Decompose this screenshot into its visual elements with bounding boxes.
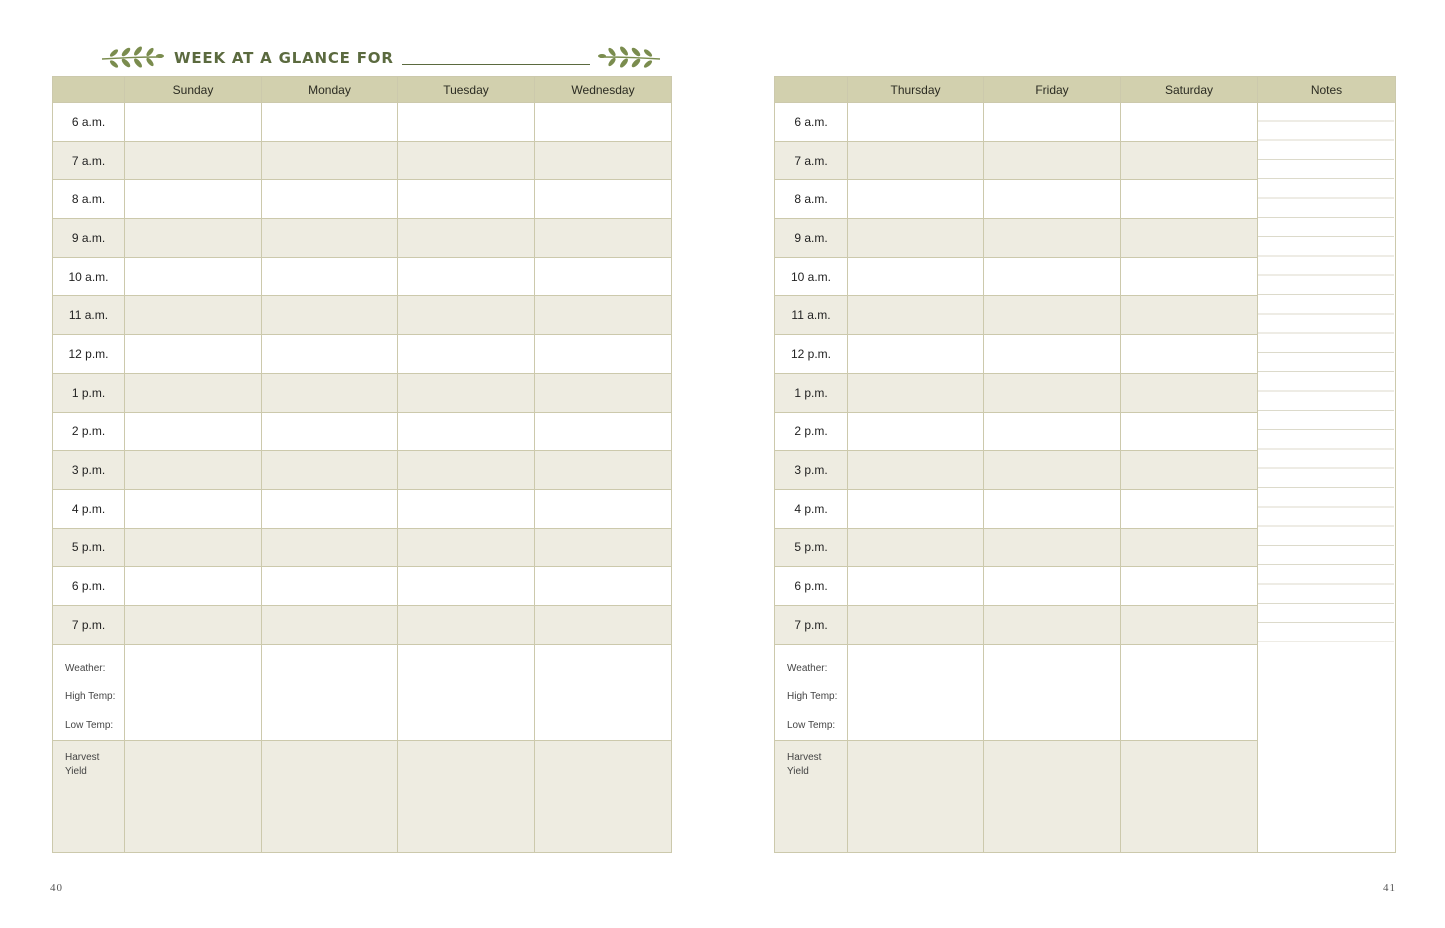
schedule-cell[interactable]: [125, 489, 262, 528]
weather-labels: [53, 644, 125, 741]
weather-cell[interactable]: [398, 644, 535, 741]
schedule-cell[interactable]: [262, 219, 398, 258]
time-label: 8 a.m.: [53, 180, 125, 219]
harvest-cell[interactable]: [262, 741, 398, 853]
time-label: 9 a.m.: [53, 219, 125, 258]
schedule-cell[interactable]: [848, 257, 984, 296]
schedule-cell[interactable]: [848, 451, 984, 490]
schedule-cell[interactable]: [535, 103, 672, 142]
time-row: [53, 335, 672, 374]
schedule-cell[interactable]: [398, 605, 535, 644]
schedule-cell[interactable]: [398, 219, 535, 258]
time-label: 12 p.m.: [775, 335, 848, 374]
schedule-cell[interactable]: [398, 103, 535, 142]
time-label: 11 a.m.: [775, 296, 848, 335]
time-row: [53, 373, 672, 412]
notes-lines[interactable]: [1258, 102, 1394, 642]
schedule-cell[interactable]: [1121, 180, 1258, 219]
schedule-cell[interactable]: [262, 528, 398, 567]
schedule-cell[interactable]: [1121, 489, 1258, 528]
schedule-cell[interactable]: [1121, 567, 1258, 606]
schedule-cell[interactable]: [125, 412, 262, 451]
schedule-cell[interactable]: [535, 219, 672, 258]
schedule-cell[interactable]: [984, 373, 1121, 412]
day-header: Sunday: [125, 77, 262, 103]
weather-labels: [775, 644, 848, 741]
schedule-cell[interactable]: [125, 528, 262, 567]
harvest-cell[interactable]: [125, 741, 262, 853]
weather-label: Weather:: [787, 662, 828, 674]
time-label: 5 p.m.: [53, 528, 125, 567]
low-temp-label: Low Temp:: [787, 719, 836, 731]
sprig-left-icon: [100, 45, 164, 71]
time-row: [53, 257, 672, 296]
day-header: Tuesday: [398, 77, 535, 103]
schedule-cell[interactable]: [1121, 257, 1258, 296]
schedule-cell[interactable]: [398, 528, 535, 567]
schedule-cell[interactable]: [984, 103, 1121, 142]
schedule-cell[interactable]: [1121, 335, 1258, 374]
schedule-cell[interactable]: [848, 412, 984, 451]
schedule-cell[interactable]: [984, 257, 1121, 296]
day-header: Friday: [984, 77, 1121, 103]
schedule-cell[interactable]: [125, 141, 262, 180]
schedule-cell[interactable]: [398, 335, 535, 374]
time-label: 10 a.m.: [53, 257, 125, 296]
schedule-cell[interactable]: [398, 257, 535, 296]
schedule-cell[interactable]: [398, 141, 535, 180]
schedule-cell[interactable]: [984, 141, 1121, 180]
low-temp-label: Low Temp:: [65, 719, 114, 731]
harvest-yield-label: [53, 741, 125, 853]
weather-cell[interactable]: [984, 644, 1121, 741]
time-row: [53, 567, 672, 606]
schedule-cell[interactable]: [848, 605, 984, 644]
time-label: 11 a.m.: [53, 296, 125, 335]
schedule-cell[interactable]: [535, 296, 672, 335]
schedule-cell[interactable]: [125, 296, 262, 335]
schedule-cell[interactable]: [1121, 103, 1258, 142]
time-label: 4 p.m.: [53, 489, 125, 528]
schedule-cell[interactable]: [1121, 528, 1258, 567]
time-row: [53, 451, 672, 490]
schedule-cell[interactable]: [984, 219, 1121, 258]
time-label: 1 p.m.: [53, 373, 125, 412]
left-schedule-grid: [52, 76, 672, 853]
harvest-cell[interactable]: [848, 741, 984, 853]
schedule-cell[interactable]: [984, 489, 1121, 528]
harvest-row: [53, 741, 672, 853]
schedule-cell[interactable]: [848, 567, 984, 606]
high-temp-label: High Temp:: [787, 691, 838, 703]
schedule-cell[interactable]: [984, 180, 1121, 219]
weather-row: [53, 644, 672, 741]
schedule-cell[interactable]: [848, 335, 984, 374]
schedule-cell[interactable]: [848, 373, 984, 412]
schedule-cell[interactable]: [1121, 451, 1258, 490]
weather-cell[interactable]: [535, 644, 672, 741]
header-corner: [53, 77, 125, 103]
schedule-cell[interactable]: [984, 335, 1121, 374]
schedule-cell[interactable]: [125, 335, 262, 374]
harvest-cell[interactable]: [984, 741, 1121, 853]
sprig-right-icon: [598, 45, 662, 71]
time-label: 7 a.m.: [775, 141, 848, 180]
time-label: 6 a.m.: [775, 103, 848, 142]
schedule-cell[interactable]: [262, 451, 398, 490]
schedule-cell[interactable]: [984, 451, 1121, 490]
weather-cell[interactable]: [848, 644, 984, 741]
weather-label: Weather:: [65, 662, 106, 674]
schedule-cell[interactable]: [848, 219, 984, 258]
schedule-cell[interactable]: [535, 528, 672, 567]
schedule-cell[interactable]: [262, 257, 398, 296]
schedule-cell[interactable]: [848, 296, 984, 335]
time-label: 5 p.m.: [775, 528, 848, 567]
time-row: [53, 180, 672, 219]
schedule-cell[interactable]: [125, 180, 262, 219]
schedule-cell[interactable]: [262, 180, 398, 219]
harvest-label-line2: Yield: [787, 766, 809, 778]
time-row: [53, 219, 672, 258]
schedule-cell[interactable]: [398, 373, 535, 412]
schedule-cell[interactable]: [262, 412, 398, 451]
harvest-yield-label: [775, 741, 848, 853]
page-number-right: 41: [1383, 882, 1396, 894]
time-label: 6 p.m.: [53, 567, 125, 606]
schedule-cell[interactable]: [125, 451, 262, 490]
schedule-cell[interactable]: [848, 141, 984, 180]
time-label: 12 p.m.: [53, 335, 125, 374]
time-label: 6 p.m.: [775, 567, 848, 606]
schedule-cell[interactable]: [984, 296, 1121, 335]
schedule-cell[interactable]: [262, 567, 398, 606]
schedule-cell[interactable]: [848, 180, 984, 219]
schedule-cell[interactable]: [535, 335, 672, 374]
left-header-row: [53, 77, 672, 103]
time-row: [53, 489, 672, 528]
schedule-cell[interactable]: [398, 567, 535, 606]
time-label: 9 a.m.: [775, 219, 848, 258]
schedule-cell[interactable]: [535, 489, 672, 528]
schedule-cell[interactable]: [535, 567, 672, 606]
schedule-cell[interactable]: [535, 257, 672, 296]
schedule-cell[interactable]: [398, 412, 535, 451]
time-label: 7 a.m.: [53, 141, 125, 180]
schedule-cell[interactable]: [398, 489, 535, 528]
schedule-cell[interactable]: [984, 605, 1121, 644]
time-row: [53, 412, 672, 451]
schedule-cell[interactable]: [398, 180, 535, 219]
time-row: [53, 296, 672, 335]
schedule-cell[interactable]: [125, 257, 262, 296]
day-header: Wednesday: [535, 77, 672, 103]
schedule-cell[interactable]: [125, 605, 262, 644]
schedule-cell[interactable]: [535, 605, 672, 644]
schedule-cell[interactable]: [1121, 373, 1258, 412]
schedule-cell[interactable]: [125, 567, 262, 606]
notes-header: Notes: [1258, 77, 1396, 103]
schedule-cell[interactable]: [262, 103, 398, 142]
header-corner: [775, 77, 848, 103]
time-row: [53, 605, 672, 644]
time-label: 1 p.m.: [775, 373, 848, 412]
schedule-cell[interactable]: [262, 335, 398, 374]
harvest-cell[interactable]: [1121, 741, 1258, 853]
schedule-cell[interactable]: [262, 141, 398, 180]
right-header-row: [775, 77, 1396, 103]
time-label: 2 p.m.: [53, 412, 125, 451]
schedule-cell[interactable]: [398, 296, 535, 335]
time-label: 4 p.m.: [775, 489, 848, 528]
harvest-label-line2: Yield: [65, 766, 87, 778]
schedule-cell[interactable]: [1121, 141, 1258, 180]
time-row: [53, 103, 672, 142]
schedule-cell[interactable]: [398, 451, 535, 490]
schedule-cell[interactable]: [984, 567, 1121, 606]
schedule-cell[interactable]: [262, 296, 398, 335]
schedule-cell[interactable]: [262, 373, 398, 412]
schedule-cell[interactable]: [535, 180, 672, 219]
schedule-cell[interactable]: [535, 412, 672, 451]
time-label: 6 a.m.: [53, 103, 125, 142]
schedule-cell[interactable]: [125, 103, 262, 142]
time-label: 3 p.m.: [53, 451, 125, 490]
day-header: Thursday: [848, 77, 984, 103]
time-row: [53, 528, 672, 567]
time-label: 3 p.m.: [775, 451, 848, 490]
schedule-cell[interactable]: [848, 489, 984, 528]
schedule-cell[interactable]: [535, 451, 672, 490]
schedule-cell[interactable]: [848, 528, 984, 567]
schedule-cell[interactable]: [535, 373, 672, 412]
weather-cell[interactable]: [1121, 644, 1258, 741]
schedule-cell[interactable]: [848, 103, 984, 142]
harvest-label-line1: Harvest: [65, 752, 100, 764]
harvest-label-line1: Harvest: [787, 752, 822, 764]
schedule-cell[interactable]: [125, 373, 262, 412]
schedule-cell[interactable]: [262, 489, 398, 528]
weather-cell[interactable]: [125, 644, 262, 741]
schedule-cell[interactable]: [984, 528, 1121, 567]
time-row: [53, 141, 672, 180]
page-title: WEEK AT A GLANCE FOR: [174, 49, 394, 67]
schedule-cell[interactable]: [535, 141, 672, 180]
schedule-cell[interactable]: [1121, 412, 1258, 451]
schedule-cell[interactable]: [1121, 605, 1258, 644]
time-label: 2 p.m.: [775, 412, 848, 451]
title-fill-line[interactable]: [402, 52, 590, 65]
harvest-cell[interactable]: [398, 741, 535, 853]
schedule-cell[interactable]: [984, 412, 1121, 451]
schedule-cell[interactable]: [125, 219, 262, 258]
harvest-cell[interactable]: [535, 741, 672, 853]
high-temp-label: High Temp:: [65, 691, 116, 703]
day-header: Monday: [262, 77, 398, 103]
time-label: 10 a.m.: [775, 257, 848, 296]
schedule-cell[interactable]: [262, 605, 398, 644]
time-label: 7 p.m.: [775, 605, 848, 644]
time-label: 8 a.m.: [775, 180, 848, 219]
page-number-left: 40: [50, 882, 63, 894]
time-label: 7 p.m.: [53, 605, 125, 644]
schedule-cell[interactable]: [1121, 296, 1258, 335]
weather-cell[interactable]: [262, 644, 398, 741]
page-title-row: [100, 44, 662, 72]
day-header: Saturday: [1121, 77, 1258, 103]
schedule-cell[interactable]: [1121, 219, 1258, 258]
